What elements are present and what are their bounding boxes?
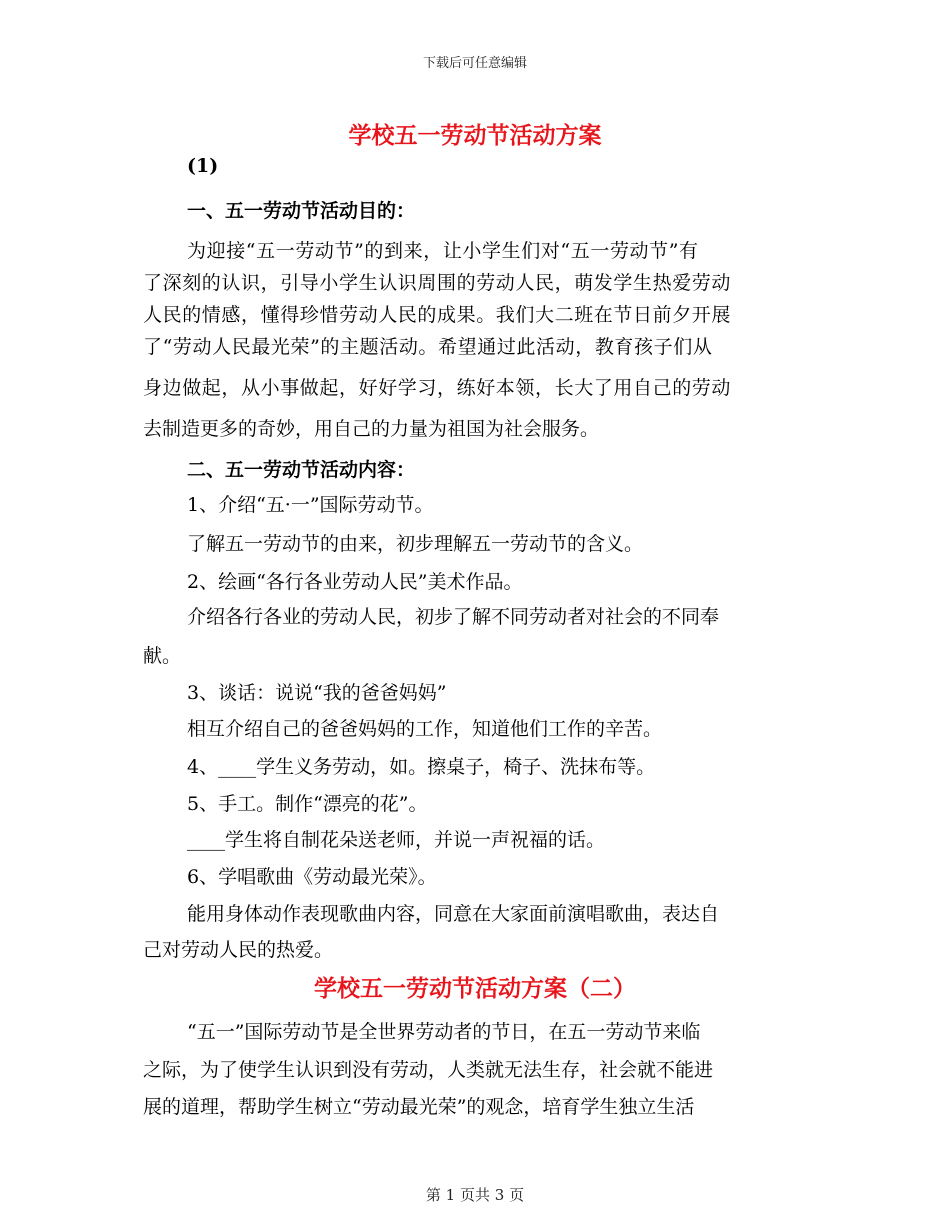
page-header: 下载后可任意编辑	[422, 56, 527, 71]
list-item: 4、____学生义务劳动，如。擦桌子，椅子、洗抹布等。	[187, 756, 656, 778]
list-item: 2、绘画“各行各业劳动人民”美术作品。	[187, 571, 523, 593]
paragraph-line: 之际，为了使学生认识到没有劳动，人类就无法生存，社会就不能进	[143, 1059, 714, 1081]
paragraph-line: 了“劳动人民最光荣”的主题活动。希望通过此活动，教育孩子们从	[143, 336, 713, 358]
document-title-part-2: 学校五一劳动节活动方案（二）	[314, 975, 636, 1002]
paragraph-line: “五一”国际劳动节是全世界劳动者的节日，在五一劳动节来临	[187, 1021, 701, 1043]
paragraph-line: 身边做起，从小事做起，好好学习，练好本领，长大了用自己的劳动	[143, 377, 732, 399]
list-item: 1、介绍“五·一”国际劳动节。	[187, 494, 434, 516]
section-heading-purpose: 一、五一劳动节活动目的：	[187, 200, 416, 222]
document-title: 学校五一劳动节活动方案	[348, 122, 602, 149]
list-item-description: 介绍各行各业的劳动人民，初步了解不同劳动者对社会的不同奉	[187, 606, 720, 628]
paragraph-line: 去制造更多的奇妙，用自己的力量为祖国为社会服务。	[143, 418, 600, 440]
page-footer: 第 1 页共 3 页	[425, 1186, 525, 1204]
list-item: 5、手工。制作“漂亮的花”。	[187, 793, 428, 815]
paragraph-line: 了深刻的认识，引导小学生认识周围的劳动人民，萌发学生热爱劳动	[143, 272, 732, 294]
list-item: 3、谈话：说说“我的爸爸妈妈”	[187, 682, 447, 704]
paragraph-line: 人民的情感，懂得珍惜劳动人民的成果。我们大二班在节日前夕开展	[143, 304, 732, 326]
paragraph-line: 为迎接“五一劳动节”的到来，让小学生们对“五一劳动节”有	[187, 240, 699, 262]
list-item-description: 相互介绍自己的爸爸妈妈的工作，知道他们工作的辛苦。	[187, 718, 663, 740]
section-heading-content: 二、五一劳动节活动内容：	[187, 459, 416, 481]
list-item-description: 献。	[143, 645, 182, 667]
paragraph-line: 展的道理，帮助学生树立“劳动最光荣”的观念，培育学生独立生活	[143, 1096, 695, 1118]
list-item-description: 能用身体动作表现歌曲内容，同意在大家面前演唱歌曲，表达自	[187, 903, 720, 925]
part-label: (1)	[187, 155, 219, 177]
list-item-description: 了解五一劳动节的由来，初步理解五一劳动节的含义。	[187, 533, 644, 555]
list-item: 6、学唱歌曲《劳动最光荣》。	[187, 866, 437, 888]
list-item-description: 己对劳动人民的热爱。	[143, 939, 334, 961]
list-item-description: ____学生将自制花朵送老师，并说一声祝福的话。	[187, 829, 606, 851]
